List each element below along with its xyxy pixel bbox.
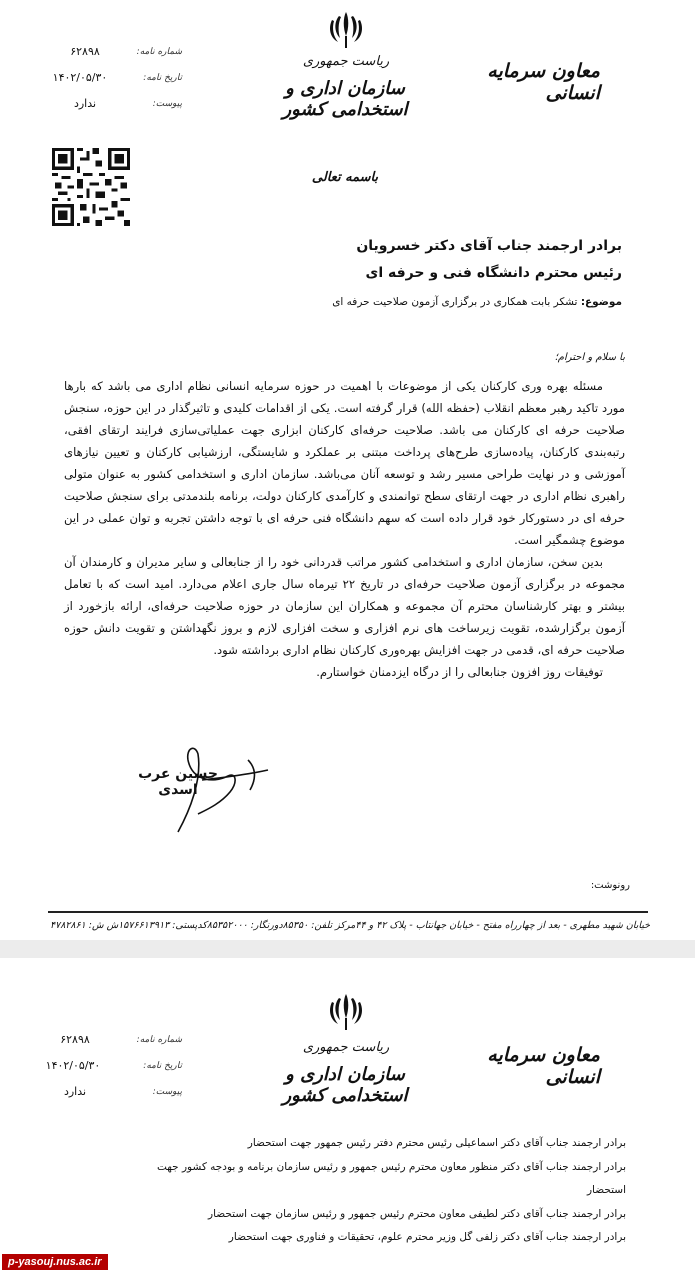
date-label: تاریخ نامه: — [143, 1061, 182, 1071]
letter-number: ۶۲۸۹۸ — [70, 45, 100, 58]
signatory-name: حسین عرب اسدی — [138, 766, 218, 798]
addressee-title: رئیس محترم دانشگاه فنی و حرفه ای — [365, 265, 622, 281]
subject-text: تشکر بابت همکاری در برگزاری آزمون صلاحیت حرفه ای — [332, 296, 578, 308]
source-watermark: p-yasouj.nus.ac.ir — [2, 1254, 108, 1270]
iran-emblem-icon — [326, 8, 366, 54]
subject-line — [200, 296, 622, 308]
letter-number: ۶۲۸۹۸ — [60, 1033, 90, 1046]
footer-switchboard: مرکز تلفن: ۸۵۳۵۰ — [282, 920, 356, 931]
footer-fax: دورنگار: ۸۵۳۵۲۰۰۰ — [206, 920, 283, 931]
date-label: تاریخ نامه: — [143, 73, 182, 83]
subject-label: موضوع: — [580, 296, 622, 308]
number-label: شماره نامه: — [136, 1035, 182, 1045]
body-paragraph-1: مسئله بهره وری کارکنان یکی از موضوعات با اهمیت در حوزه سرمایه انسانی نظام اداری می باشد که بارها مورد تاکید رهبر معظم انقلاب (حفظه الله) قرار گرفته است. یکی از اقدامات کلیدی و تاثیرگذار در این حوزه، سنجش صلاحیت حرفه ای کارکنان می باشد. صلاحیت حرفه‌ای کارکنان ابزاری جهت عملیاتی‌سازی فرایند ارتقای افقی، رتبه‌بندی کارکنان، پیاده‌سازی طرح‌های پرداخت مبتنی بر عملکرد و شایستگی، ارزشیابی کارکنان و تعیین نیازهای آموزشی و در نهایت طراحی مسیر رشد و توسعه آنان می‌باشد. سازمان اداری و استخدامی کشور به عنوان متولی راهبری نظام اداری در جهت ارتقای سطح توانمندی و کارآمدی کارکنان دولت، برنامه بلندمدتی برای سنجش صلاحیت حرفه ای در دستورکار خود قرار داده است که سهم دانشگاه فنی حرفه ای با توجه داشتن تجربه و توان عملی در این موضوع چشمگیر است. — [64, 379, 625, 547]
addressee-name: برادر ارجمند جناب آقای دکتر خسرویان — [356, 238, 622, 254]
letter-body — [64, 375, 625, 683]
organization-name: سازمان اداری و استخدامی کشور — [282, 1064, 408, 1106]
presidency-label: ریاست جمهوری — [302, 54, 390, 69]
footer-divider — [48, 911, 648, 913]
letter-date: ۱۴۰۲/۰۵/۳۰ — [45, 1059, 101, 1072]
cc-label: رونوشت: — [590, 880, 630, 891]
footer-address: خیابان شهید مطهری - بعد از چهارراه مفتح - خیابان جهانتاب - پلاک ۴۲ و ۴۴ — [355, 920, 650, 931]
body-paragraph-3: توفیقات روز افزون جنابعالی را از درگاه ایزدمنان خواستارم. — [316, 665, 603, 679]
vice-presidency-title: معاون سرمایه انسانی — [487, 60, 600, 104]
cc-recipient: برادر ارجمند جناب آقای دکتر زلفی گل وزیر محترم علوم، تحقیقات و فناوری جهت استحضار — [228, 1231, 626, 1243]
organization-name: سازمان اداری و استخدامی کشور — [282, 78, 408, 120]
attachment-label: پیوست: — [152, 99, 182, 109]
qr-code-icon — [52, 148, 130, 226]
number-label: شماره نامه: — [136, 47, 182, 57]
cc-recipient: برادر ارجمند جناب آقای دکتر منظور معاون محترم رئیس جمهور و رئیس سازمان برنامه و بودجه کشور جهت استحضار — [157, 1160, 626, 1196]
footer-postal-code: کدپستی: ۱۵۷۶۶۱۳۹۱۳ — [118, 920, 207, 931]
page-separator — [0, 940, 695, 958]
vice-presidency-title: معاون سرمایه انسانی — [487, 1044, 600, 1088]
letter-date: ۱۴۰۲/۰۵/۳۰ — [52, 71, 108, 84]
presidency-label: ریاست جمهوری — [302, 1040, 390, 1055]
iran-emblem-icon — [326, 990, 366, 1036]
cc-recipient-list — [150, 1132, 626, 1250]
letter-footer — [50, 920, 650, 931]
attachment-label: پیوست: — [152, 1087, 182, 1097]
cc-recipient: برادر ارجمند جناب آقای دکتر لطیفی معاون محترم رئیس جمهور و رئیس سازمان جهت استحضار — [208, 1207, 626, 1220]
body-paragraph-2: بدین سخن، سازمان اداری و استخدامی کشور مراتب قدردانی خود را از جنابعالی و سایر مدیران و کارمندان آن مجموعه در برگزاری آزمون صلاحیت حرفه‌ای در تاریخ ۲۲ تیرماه سال جاری اعلام می‌دارد. امید است که با تعامل بیشتر و بهتر کارشناسان محترم آن مجموعه و همکاران این سازمان در حوزه صلاحیت حرفه‌ای، ارائه بازخورد از آزمون برگزارشده، تقویت زیرساخت های نرم افزاری و سخت افزاری لازم و بروز نگهداشتن و تقویت دانش حوزه صلاحیت حرفه ای، قدمی در جهت افزایش بهره‌وری کارکنان نظام اداری برداشته شود. — [64, 555, 625, 657]
footer-national-id: ش ش: ۴۷۸۲۸۶۱ — [50, 920, 119, 931]
letter-page-2 — [0, 958, 695, 1280]
bismillah-heading: باسمه تعالی — [311, 170, 379, 185]
attachment-value: ندارد — [63, 1085, 87, 1098]
cc-recipient: برادر ارجمند جناب آقای دکتر اسماعیلی رئیس محترم دفتر رئیس جمهور جهت استحضار — [247, 1137, 626, 1149]
attachment-value: ندارد — [73, 97, 97, 110]
greeting: با سلام و احترام؛ — [554, 352, 625, 363]
